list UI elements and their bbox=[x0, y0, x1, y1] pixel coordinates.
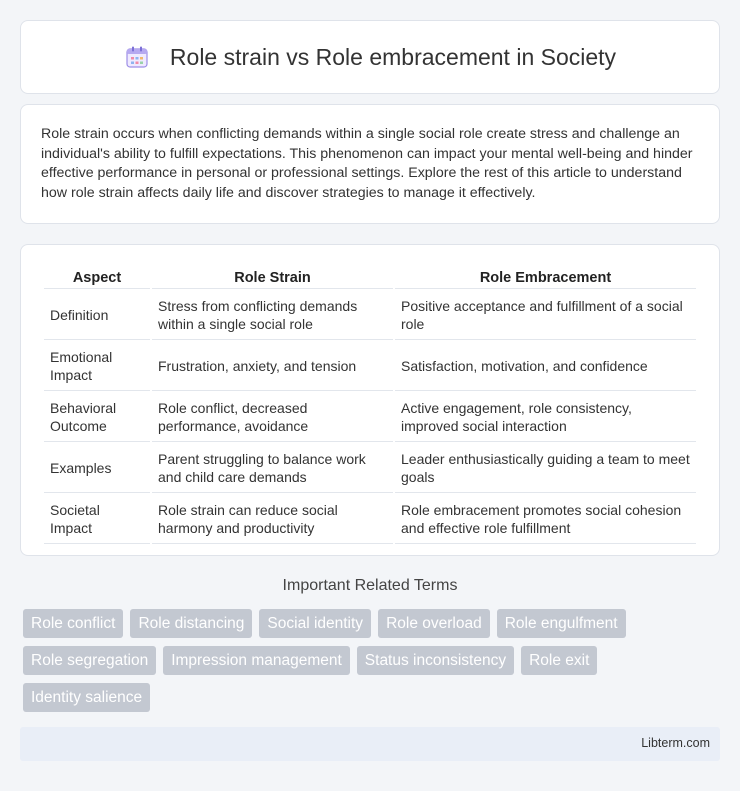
term-tag[interactable]: Role exit bbox=[521, 646, 597, 675]
page-header bbox=[20, 20, 720, 94]
table-row bbox=[44, 342, 696, 391]
comparison-table bbox=[42, 265, 698, 546]
column-header: Role Strain bbox=[152, 267, 393, 289]
table-cell: Examples bbox=[44, 444, 150, 493]
term-tag[interactable]: Status inconsistency bbox=[357, 646, 514, 675]
term-tag[interactable]: Social identity bbox=[259, 609, 371, 638]
term-tag[interactable]: Impression management bbox=[163, 646, 350, 675]
term-tag[interactable]: Role segregation bbox=[23, 646, 156, 675]
table-row bbox=[44, 444, 696, 493]
table-row bbox=[44, 495, 696, 544]
intro-section bbox=[20, 104, 720, 224]
term-tag[interactable]: Role engulfment bbox=[497, 609, 626, 638]
table-row bbox=[44, 393, 696, 442]
related-terms-list bbox=[23, 609, 723, 720]
column-header: Aspect bbox=[44, 267, 150, 289]
term-tag[interactable]: Identity salience bbox=[23, 683, 150, 712]
table-cell: Definition bbox=[44, 291, 150, 340]
table-cell: Role conflict, decreased performance, avoidance bbox=[152, 393, 393, 442]
page-title: Role strain vs Role embracement in Society bbox=[169, 43, 617, 70]
table-cell: Behavioral Outcome bbox=[44, 393, 150, 442]
footer bbox=[20, 727, 720, 761]
term-tag[interactable]: Role distancing bbox=[130, 609, 252, 638]
table-cell: Satisfaction, motivation, and confidence bbox=[395, 342, 696, 391]
term-tag[interactable]: Role conflict bbox=[23, 609, 123, 638]
table-cell: Societal Impact bbox=[44, 495, 150, 544]
related-terms-title: Important Related Terms bbox=[282, 577, 458, 594]
comparison-table-card bbox=[20, 244, 720, 556]
table-cell: Parent struggling to balance work and child care demands bbox=[152, 444, 393, 493]
footer-site-link[interactable]: Libterm.com bbox=[641, 736, 710, 750]
calendar-icon bbox=[124, 44, 150, 70]
table-cell: Role strain can reduce social harmony and productivity bbox=[152, 495, 393, 544]
table-row bbox=[44, 291, 696, 340]
table-cell: Leader enthusiastically guiding a team to meet goals bbox=[395, 444, 696, 493]
table-cell: Positive acceptance and fulfillment of a social role bbox=[395, 291, 696, 340]
table-header-row bbox=[44, 267, 696, 289]
intro-text: Role strain occurs when conflicting demands within a single social role create stress and challenge an individual's ability to fulfill expectations. This phenomenon can impact your mental well-being and hinder effective performance in personal or professional settings. Explore the rest of this article to understand how role strain affects daily life and discover strategies to manage it effectively. bbox=[41, 126, 693, 201]
term-tag[interactable]: Role overload bbox=[378, 609, 490, 638]
table-cell: Emotional Impact bbox=[44, 342, 150, 391]
column-header: Role Embracement bbox=[395, 267, 696, 289]
table-cell: Stress from conflicting demands within a single social role bbox=[152, 291, 393, 340]
table-cell: Frustration, anxiety, and tension bbox=[152, 342, 393, 391]
table-cell: Role embracement promotes social cohesion and effective role fulfillment bbox=[395, 495, 696, 544]
table-cell: Active engagement, role consistency, improved social interaction bbox=[395, 393, 696, 442]
